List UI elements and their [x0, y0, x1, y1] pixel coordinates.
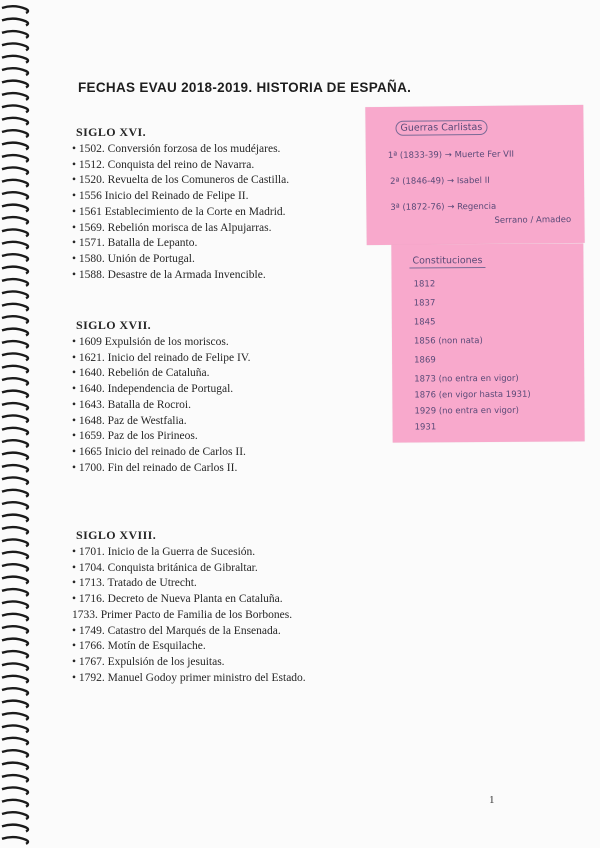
spiral-loop [2, 428, 28, 435]
spiral-loop [2, 378, 28, 385]
spiral-loop [2, 242, 28, 249]
spiral-loop [2, 626, 28, 633]
spiral-loop [2, 837, 28, 844]
date-list [72, 142, 289, 283]
spiral-loop [2, 155, 28, 162]
list-item: • 1701. Inicio de la Guerra de Sucesión. [72, 546, 256, 558]
list-item: • 1569. Rebelión morisca de las Alpujarras. [72, 221, 272, 234]
note-line: 1873 (no entra en vigor) [414, 373, 519, 385]
spiral-loop [2, 267, 28, 274]
note-line: 2ª (1846-49) → Isabel II [390, 175, 490, 187]
note-line: 1869 [414, 355, 436, 366]
spiral-loop [2, 291, 28, 298]
spiral-loop [2, 477, 28, 484]
note-line: 1837 [413, 298, 436, 309]
spiral-loop [2, 105, 28, 112]
spiral-loop [2, 167, 28, 174]
spiral-loop [2, 502, 28, 509]
spiral-loop [2, 93, 28, 100]
spiral-loop [2, 825, 28, 832]
note-heading: Guerras Carlistas [395, 120, 487, 136]
list-item: • 1640. Rebelión de Cataluña. [72, 367, 210, 380]
section-heading: SIGLO XVI. [76, 125, 147, 139]
section-siglo-xvii [72, 318, 251, 476]
list-item: • 1571. Batalla de Lepanto. [72, 237, 198, 250]
section-heading: SIGLO XVIII. [76, 528, 157, 542]
list-item: • 1713. Tratado de Utrecht. [72, 577, 197, 590]
list-item: • 1561 Establecimiento de la Corte en Madrid. [72, 205, 286, 218]
spiral-loop [2, 254, 28, 261]
spiral-loop [2, 812, 28, 819]
spiral-loop [2, 465, 28, 472]
spiral-loop [2, 539, 28, 546]
sticky-note-constitutions [391, 243, 584, 442]
spiral-loop [2, 180, 28, 187]
spiral-loop [2, 205, 28, 212]
list-item: 1733. Primer Pacto de Familia de los Borbones. [72, 608, 293, 621]
spiral-loop [2, 663, 28, 670]
list-item: • 1659. Paz de los Pirineos. [72, 430, 198, 443]
spiral-loop [2, 391, 28, 398]
spiral-loop [2, 403, 28, 410]
spiral-loop [2, 738, 28, 745]
note-line: 1931 [414, 422, 437, 433]
list-item: • 1716. Decreto de Nueva Planta en Cataluña. [72, 593, 283, 606]
spiral-loop [2, 775, 28, 782]
list-item: • 1580. Unión de Portugal. [72, 252, 195, 265]
spiral-binding [0, 0, 40, 848]
note-line: 1812 [413, 279, 436, 290]
list-item: • 1648. Paz de Westfalia. [72, 414, 187, 427]
spiral-loop [2, 341, 28, 348]
date-list [72, 335, 251, 476]
spiral-loop [2, 490, 28, 497]
spiral-loop [2, 316, 28, 323]
list-item: • 1700. Fin del reinado de Carlos II. [72, 461, 238, 474]
spiral-loop [2, 366, 28, 373]
spiral-loop [2, 31, 28, 38]
spiral-loop [2, 453, 28, 460]
spiral-loop [2, 43, 28, 50]
list-item: • 1640. Independencia de Portugal. [72, 383, 234, 396]
spiral-loop [2, 515, 28, 522]
spiral-loop [2, 279, 28, 286]
spiral-loop [2, 118, 28, 125]
note-line: 3ª (1872-76) → Regencia [390, 201, 497, 213]
spiral-loop [2, 589, 28, 596]
list-item: • 1643. Batalla de Rocroi. [72, 398, 191, 411]
note-line: 1856 (non nata) [413, 336, 483, 347]
spiral-loop [2, 713, 28, 720]
spiral-loop [2, 192, 28, 199]
note-line: 1ª (1833-39) → Muerte Fer VII [387, 149, 515, 161]
spiral-loop [2, 701, 28, 708]
spiral-loop [2, 527, 28, 534]
spiral-loop [2, 763, 28, 770]
section-heading: SIGLO XVII. [76, 318, 152, 332]
list-item: • 1556 Inicio del Reinado de Felipe II. [72, 190, 249, 203]
list-item: • 1621. Inicio del reinado de Felipe IV. [72, 351, 251, 364]
list-item: • 1767. Expulsión de los jesuitas. [72, 655, 225, 668]
spiral-loop [2, 130, 28, 137]
page-title: FECHAS EVAU 2018-2019. HISTORIA DE ESPAÑA. [78, 80, 412, 95]
list-item: • 1766. Motín de Esquilache. [72, 640, 206, 653]
date-list [72, 545, 306, 686]
spiral-loop [2, 304, 28, 311]
spiral-loop [2, 639, 28, 646]
spiral-loop [2, 614, 28, 621]
list-item: • 1792. Manuel Godoy primer ministro del Estado. [72, 671, 306, 684]
spiral-loop [2, 440, 28, 447]
spiral-loop [2, 229, 28, 236]
list-item: • 1512. Conquista del reino de Navarra. [72, 158, 255, 171]
spiral-loop [2, 19, 28, 26]
spiral-loop [2, 577, 28, 584]
spiral-loop [2, 353, 28, 360]
spiral-loop [2, 651, 28, 658]
spiral-loop [2, 800, 28, 807]
note-line: Serrano / Amadeo [494, 214, 572, 226]
page-number: 1 [489, 794, 495, 806]
sticky-note-carlist-wars [365, 105, 584, 245]
section-siglo-xvi [72, 125, 289, 283]
note-line: 1845 [413, 317, 436, 328]
list-item: • 1520. Revuelta de los Comuneros de Castilla. [72, 174, 290, 187]
spiral-loop [2, 676, 28, 683]
spiral-loop [2, 601, 28, 608]
spiral-loop [2, 750, 28, 757]
spiral-loop [2, 56, 28, 63]
spiral-loop [2, 415, 28, 422]
spiral-loop [2, 564, 28, 571]
spiral-loop [2, 68, 28, 75]
spiral-loop [2, 787, 28, 794]
list-item: • 1588. Desastre de la Armada Invencible. [72, 268, 266, 281]
spiral-loop [2, 81, 28, 88]
spiral-loop [2, 725, 28, 732]
list-item: • 1749. Catastro del Marqués de la Ensenada. [72, 624, 281, 637]
spiral-loop [2, 6, 28, 13]
spiral-loop [2, 143, 28, 150]
spiral-loop [2, 688, 28, 695]
list-item: • 1609 Expulsión de los moriscos. [72, 336, 229, 348]
note-line: 1876 (en vigor hasta 1931) [414, 389, 531, 401]
note-heading: Constituciones [409, 254, 485, 269]
spiral-loop [2, 552, 28, 559]
list-item: • 1704. Conquista británica de Gibraltar. [72, 561, 258, 574]
spiral-loop [2, 329, 28, 336]
note-line: 1929 (no entra en vigor) [414, 405, 519, 417]
list-item: • 1502. Conversión forzosa de los mudéjares. [72, 143, 281, 155]
list-item: • 1665 Inicio del reinado de Carlos II. [72, 445, 246, 458]
spiral-loop [2, 217, 28, 224]
section-siglo-xviii [72, 528, 306, 686]
